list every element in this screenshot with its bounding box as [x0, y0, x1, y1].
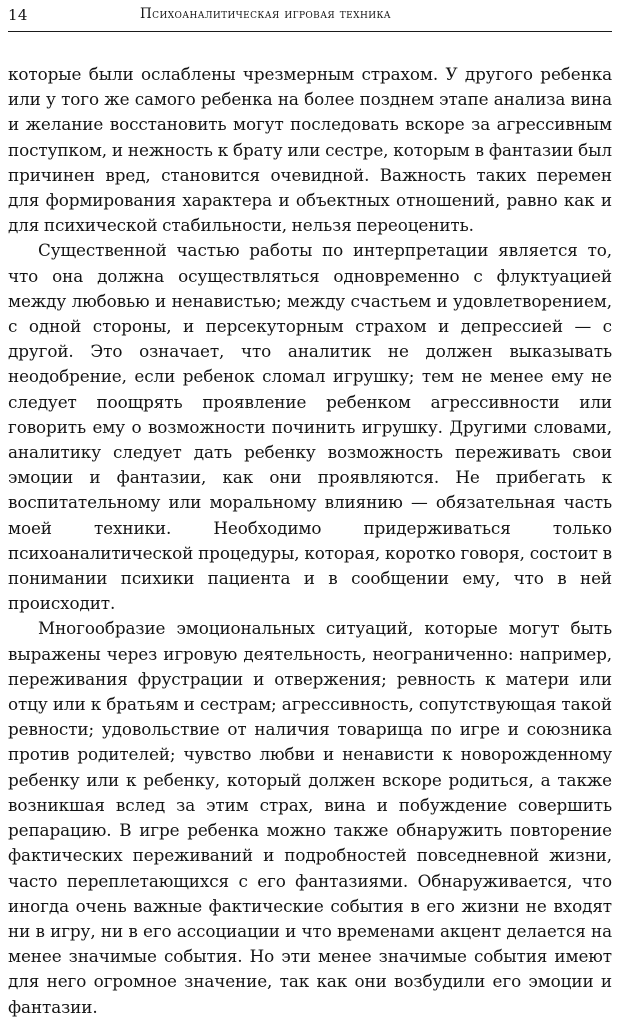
paragraph-emotional-situations: Многообразие эмоциональных ситуаций, которые могут быть выражены через игровую деятельность, неограниченно: например, переживания фрустрации и отвержения; ревность к матери или отцу или к братьям и сестрам; агрессивность, сопутствующая такой ревности; удовольствие от наличия товарища по игре и союзника против родителей; чувство любви и ненависти к новорожденному ребенку или к ребенку, который должен вскоре родиться, а также возникшая вслед за этим страх, вина и побуждение совершить репарацию. В игре ребенка можно также обнаружить повторение фактических переживаний и подробностей повседневной жизни, часто переплетающихся с его фантазиями. Обнаруживается, что иногда очень важные фактические события в его жизни не входят ни в игру, ни в его ассоциации и что временами акцент делается на менее значимые события. Но эти менее значимые события имеют для него огромное значение, так как они возбудили его эмоции и фантазии. — [8, 618, 612, 1017]
paragraph-continuation: которые были ослаблены чрезмерным страхом. У другого ребенка или у того же самого ребенка на более позднем этапе анализа вина и желание восстановить могут последовать вскоре за агрессивным поступком, и нежность к брату или сестре, которым в фантазии был причинен вред, становится очевидной. Важность таких перемен для формирования характера и объектных отношений, равно как и для психической стабильности, нельзя переоценить. — [8, 64, 612, 236]
running-head — [8, 4, 612, 28]
header-rule — [8, 31, 612, 32]
body-text — [8, 62, 612, 1020]
running-title: Психоаналитическая игровая техника — [140, 6, 392, 22]
page-number: 14 — [8, 6, 28, 24]
paragraph-interpretation: Существенной частью работы по интерпретации является то, что она должна осуществляться одновременно с флуктуацией между любовью и ненавистью; между счастьем и удовлетворением, с одной стороны, и персекуторным страхом и депрессией — с другой. Это означает, что аналитик не должен выказывать неодобрение, если ребенок сломал игрушку; тем не менее ему не следует поощрять проявление ребенком агрессивности или говорить ему о возможности починить игрушку. Другими словами, аналитику следует дать ребенку возможность переживать свои эмоции и фантазии, как они проявляются. Не прибегать к воспитательному или моральному влиянию — обязательная часть моей техники. Необходимо придерживаться только психоаналитической процедуры, которая, коротко говоря, состоит в понимании психики пациента и в сообщении ему, что в ней происходит. — [8, 240, 612, 614]
